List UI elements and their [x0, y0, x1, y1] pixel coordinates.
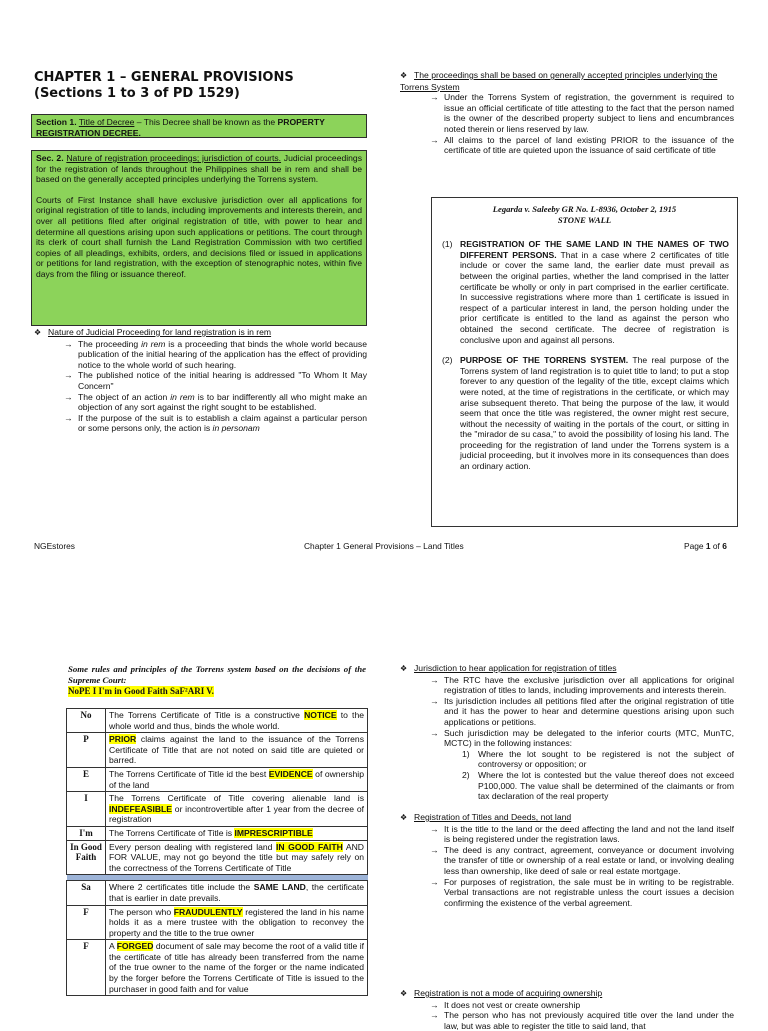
case-item — [440, 239, 729, 345]
juris-subitem-text: Where the lot sought to be registered is not the subject of controversy or opposition; or — [478, 748, 734, 770]
juris-item-text: Its jurisdiction includes all petitions filed after the original registration of title and it has the power to hear and determine questions arising upon such applications or petitions. — [444, 695, 734, 727]
rule-key: F — [67, 905, 106, 940]
rule-text-part: Where 2 certificates title include the — [109, 882, 254, 893]
rule-text — [106, 792, 368, 827]
table-row — [67, 826, 368, 840]
nature-item-term: in personam — [212, 423, 260, 434]
case-subtitle: STONE WALL — [557, 214, 612, 225]
right-arrow-icon: → — [430, 999, 439, 1010]
nature-item-text: is to bar indifferently all who might make an objection of any sort against the right sought to be established. — [78, 391, 367, 413]
rule-text-part: claims against the land to the issuance of the Torrens Certificate of Title that are not noted on said title are quieted or barred. — [109, 734, 364, 766]
rule-text — [106, 905, 368, 940]
juris-heading: Jurisdiction to hear application for registration of titles — [414, 663, 617, 673]
nature-section — [34, 327, 367, 434]
deeds-list — [400, 824, 734, 909]
right-arrow-icon: → — [430, 134, 439, 145]
juris-item-text: Such jurisdiction may be delegated to the inferior courts (MTC, MunTC, MCTC) in the following instances: — [444, 727, 734, 749]
section-2-box — [31, 150, 367, 326]
right-arrow-icon: → — [430, 823, 439, 834]
right-arrow-icon: → — [430, 695, 439, 706]
notmode-item-text: The person who has not previously acquired title over the land under the law, but was able to register the title to said land, that — [444, 1010, 734, 1031]
notmode-heading: Registration is not a mode of acquiring ownership — [414, 988, 603, 998]
rule-key: P — [67, 733, 106, 768]
right-arrow-icon: → — [64, 412, 73, 423]
juris-subitem-number: 2) — [462, 769, 470, 780]
rule-keyword: PRIOR — [109, 734, 137, 745]
nature-item-text: If the purpose of the suit is to establish a claim against a particular person or some persons only, the action is — [78, 412, 367, 434]
table-row — [67, 905, 368, 940]
torrens-heading: The proceedings shall be based on generally accepted principles underlying the Torrens System — [400, 70, 718, 92]
juris-subitem-text: Where the lot is contested but the value thereof does not exceed P100,000. The value shall be determined of the claimants or from tax declaration of the real property — [478, 769, 734, 802]
right-arrow-icon: → — [430, 674, 439, 685]
nature-list — [34, 339, 367, 434]
case-item-number: (2) — [442, 355, 453, 366]
rule-text — [106, 881, 368, 905]
rule-text-part: The Torrens Certificate of Title covering alienable land is — [109, 793, 364, 804]
sec1-text: – This Decree shall be known as the — [134, 117, 278, 127]
nature-item — [34, 339, 367, 371]
footer-center: Chapter 1 General Provisions – Land Titles — [304, 541, 464, 551]
diamond-bullet-icon: ❖ — [34, 328, 42, 337]
nature-item-text: The object of an action — [78, 391, 171, 402]
case-title: Legarda v. Saleeby GR No. L-8936, October 2, 1915 — [492, 204, 677, 214]
rule-text-part: document of sale may become the root of a valid title if the certificate of title has already been transferred from the name of the true owner to the name of the forger or the name indicated by the forger before the Torrens Certificate of Title is issued to the purchaser in good faith and for value — [109, 941, 364, 994]
diamond-bullet-icon: ❖ — [400, 813, 408, 822]
case-item-heading: REGISTRATION OF THE SAME LAND IN THE NAMES OF TWO DIFFERENT PERSONS. — [460, 239, 729, 260]
rule-text — [106, 940, 368, 996]
rule-text-part: The person who — [109, 906, 174, 917]
rule-keyword: INDEFEASIBLE — [109, 803, 173, 814]
notmode-list — [400, 1000, 734, 1031]
nature-item-text: The proceeding — [78, 338, 142, 349]
rules-table — [66, 708, 368, 996]
table-row — [67, 840, 368, 875]
sec2-para2: Courts of First Instance shall have exclusive jurisdiction over all applications for original registration of title to lands, including improvements and interests therein, and over all petitions filed after original registration of title, with power to hear and determine all questions arising upon such applications or petitions. The court through its clerk of court shall furnish the Land Registration Commission with two certified copies of all pleadings, exhibits, orders, and decisions filed or issued in applications or petitions for land registration, with the exception of stenographic notes, within five days from the filing or issuance thereof. — [36, 194, 362, 279]
rule-keyword: IMPRESCRIPTIBLE — [234, 827, 313, 838]
rule-key: Sa — [67, 881, 106, 905]
deeds-item — [400, 824, 734, 845]
case-item — [440, 355, 729, 472]
table-row — [67, 709, 368, 733]
rule-text — [106, 826, 368, 840]
right-arrow-icon: → — [430, 727, 439, 738]
rule-text-part: A — [109, 941, 117, 952]
right-arrow-icon: → — [430, 1010, 439, 1021]
rule-text — [106, 767, 368, 791]
rule-text-part: AND FOR VALUE, may not go beyond the title but may safely rely on the correctness of the Torrens Certificate of Title — [109, 841, 365, 873]
torrens-section — [400, 70, 734, 156]
chapter-subtitle: (Sections 1 to 3 of PD 1529) — [34, 86, 240, 101]
juris-sublist — [400, 749, 734, 802]
case-item-text: That in a case where 2 certificates of title include or cover the same land, the earlier date must prevail as between the original parties, whether the land comprised in the latter certificate be wholly or only in part comprised in the earlier certificate. In successive registrations where more than 1 certificate is issued in respect of a particular interest in land, the person holding under the prior certificate is entitled to the land as against the person who obtained the second certificate. The decree of registration is conclusive upon and against all persons. — [460, 249, 729, 345]
sec2-text: Judicial proceedings for the registration of lands throughout the Philippines shall be in rem and shall be based on the generally accepted principles underlying the Torrens system. — [36, 153, 363, 185]
rule-key: F — [67, 940, 106, 996]
juris-subitem-number: 1) — [462, 748, 470, 759]
torrens-item — [400, 92, 734, 134]
footer-left: NGEstores — [34, 541, 75, 551]
case-item-number: (1) — [442, 239, 453, 250]
rule-text-part: registered the land in his name holds it as a mere trustee with the obligation to reconvey the property and the title to the true owner — [109, 906, 364, 938]
rule-keyword: EVIDENCE — [268, 768, 313, 779]
deeds-heading: Registration of Titles and Deeds, not land — [414, 812, 572, 822]
sec2-title: Nature of registration proceedings; jurisdiction of courts. — [66, 153, 282, 163]
rule-text-part: , the certificate that is earlier in date prevails. — [109, 882, 364, 903]
rule-keyword: IN GOOD FAITH — [276, 841, 343, 852]
deeds-item — [400, 877, 734, 909]
rule-text-part: or incontrovertible after 1 year from the decree of registration — [109, 803, 364, 825]
rule-text-part: Every person dealing with registered land — [109, 841, 276, 852]
nature-item-term: in rem — [170, 391, 195, 402]
diamond-bullet-icon: ❖ — [400, 664, 408, 673]
right-arrow-icon: → — [430, 844, 439, 855]
notmode-item-text: It does not vest or create ownership — [444, 999, 581, 1010]
case-list — [440, 239, 729, 471]
table-row — [67, 792, 368, 827]
rule-text-part: The Torrens Certificate of Title id the best — [109, 768, 269, 779]
rule-text — [106, 733, 368, 768]
deeds-item-text: It is the title to the land or the deed affecting the land and not the land itself is being registered under the registration laws. — [444, 823, 734, 845]
right-arrow-icon: → — [64, 370, 73, 381]
juris-item — [400, 696, 734, 728]
juris-list — [400, 675, 734, 749]
sec1-label: Section 1. — [36, 117, 77, 127]
nature-item — [34, 370, 367, 391]
juris-subitem — [400, 770, 734, 802]
rule-key: In Good Faith — [67, 840, 106, 875]
rules-intro: Some rules and principles of the Torrens system based on the decisions of the Supreme Court: — [68, 664, 366, 685]
rule-text-part: of ownership of the land — [109, 768, 364, 790]
diamond-bullet-icon: ❖ — [400, 989, 408, 998]
rule-text-part: The Torrens Certificate of Title is — [109, 827, 235, 838]
deeds-item-text: For purposes of registration, the sale must be in writing to be registrable. Verbal transactions are not registrable unless the court issues a decision confirming the existence of the verbal agreement. — [444, 876, 734, 908]
right-arrow-icon: → — [430, 876, 439, 887]
footer-page-label: Page — [684, 541, 706, 551]
right-arrow-icon: → — [64, 338, 73, 349]
chapter-title: CHAPTER 1 – GENERAL PROVISIONS — [34, 70, 294, 85]
torrens-list — [400, 92, 734, 156]
juris-item-text: The RTC have the exclusive jurisdiction over all applications for original registration of titles to lands, including improvements and interests therein. — [444, 674, 734, 696]
notmode-item — [400, 1010, 734, 1031]
rule-keyword: FORGED — [116, 941, 154, 952]
torrens-item — [400, 135, 734, 156]
rule-text — [106, 709, 368, 733]
sec1-name: PROPERTY REGISTRATION DECREE. — [36, 117, 325, 138]
nature-item — [34, 413, 367, 434]
notmode-section — [400, 988, 734, 1031]
footer-page-total: 6 — [722, 541, 727, 551]
footer-page-of: of — [710, 541, 723, 551]
juris-item — [400, 675, 734, 696]
juris-subitem — [400, 749, 734, 770]
footer-page-num: 1 — [705, 541, 711, 551]
table-row — [67, 767, 368, 791]
right-arrow-icon: → — [430, 92, 439, 103]
nature-heading: Nature of Judicial Proceeding for land registration is in rem — [48, 327, 272, 337]
table-row — [67, 733, 368, 768]
torrens-item-text: All claims to the parcel of land existing PRIOR to the issuance of the certificate of title are quieted upon the issuance of said certificate of title — [444, 134, 734, 156]
deeds-section — [400, 812, 734, 908]
sec2-label: Sec. 2. — [36, 153, 64, 163]
rule-key: I'm — [67, 826, 106, 840]
rule-keyword: NOTICE — [304, 710, 337, 720]
notmode-item — [400, 1000, 734, 1011]
rule-key: I — [67, 792, 106, 827]
case-item-text: The real purpose of the Torrens system of land registration is to quiet title to land; to put a stop forever to any question of the legality of the title, except claims which were noted, at the time of registrations in the certificate, or which may arise subsequent thereto. That being the purpose of the law, it would seem that once the title was registered, the owner might rest secure, without the necessity of waiting in the portals of the court, or sitting in the "mirador de su casa," to avoid the possibility of losing his land. The proceeding for the registration of land under the Torrens system is a judicial proceeding, but it involves more in its consequences than does an ordinary action. — [460, 355, 730, 472]
diamond-bullet-icon: ❖ — [400, 71, 408, 80]
nature-item-text: is a proceeding that binds the whole world because publication of the initial hearing of the application has the effect of providing notice to the whole world of such hearing. — [78, 338, 367, 370]
case-item-heading: PURPOSE OF THE TORRENS SYSTEM. — [460, 355, 629, 366]
deeds-item — [400, 845, 734, 877]
rule-text-part: The Torrens Certificate of Title is a constructive — [109, 710, 305, 720]
torrens-item-text: Under the Torrens System of registration, the government is required to issue an official certificate of title attesting to the fact that the person named is the owner of the described property subject to liens and encumbrances noted therein or liens reserved by law. — [444, 92, 734, 134]
table-row — [67, 940, 368, 996]
footer-page — [684, 541, 727, 551]
mnemonic: NoPE I I'm in Good Faith SaF²ARI V. — [68, 686, 214, 696]
section-1-box — [31, 114, 367, 138]
rule-key: E — [67, 767, 106, 791]
nature-item — [34, 392, 367, 413]
juris-section — [400, 663, 734, 802]
sec1-title: Title of Decree — [78, 117, 135, 127]
rule-keyword: SAME LAND — [253, 882, 306, 893]
nature-item-text: The published notice of the initial hearing is addressed "To Whom It May Concern" — [78, 370, 367, 391]
rule-keyword: FRAUDULENTLY — [173, 906, 243, 917]
case-box — [431, 197, 738, 527]
rule-text-part: to the whole world and thus, binds the whole world. — [109, 710, 365, 731]
rule-key: No — [67, 709, 106, 733]
rule-text — [106, 840, 368, 875]
nature-item-term: in rem — [141, 338, 166, 349]
chapter-heading — [34, 70, 364, 102]
juris-item — [400, 728, 734, 749]
deeds-item-text: The deed is any contract, agreement, conveyance or document involving the transfer of title or ownership of a real estate or land, or involving dealing less than ownership, like deed of sale or real estate mortgage. — [444, 844, 734, 876]
right-arrow-icon: → — [64, 391, 73, 402]
table-row — [67, 881, 368, 905]
